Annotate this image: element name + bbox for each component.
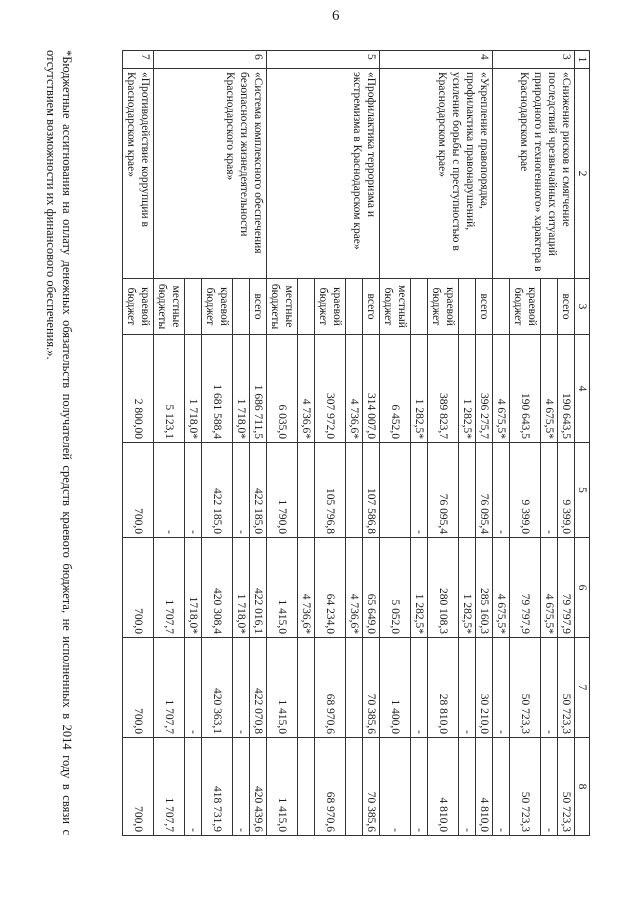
column-header: 7 [574, 638, 589, 738]
amount-2016: 700,0 [122, 638, 153, 738]
amount-2016: - [184, 638, 201, 738]
amount-2014: - [410, 443, 427, 538]
amount-2017: - [410, 738, 427, 836]
amount-2015: 422 016,1 [249, 538, 266, 638]
table-row [475, 51, 492, 836]
total-amount: 2 800,00 [122, 335, 153, 443]
amount-2014: 9 399,0 [557, 443, 574, 538]
amount-2016: - [492, 638, 509, 738]
total-amount: 1 282,5* [410, 335, 427, 443]
amount-2015: 4 736,6* [297, 538, 314, 638]
column-header: 8 [574, 738, 589, 836]
amount-2017: 4 810,0 [427, 738, 458, 836]
amount-2016: 28 810,0 [427, 638, 458, 738]
amount-2015: 700,0 [122, 538, 153, 638]
amount-2015: 79 797,9 [509, 538, 540, 638]
amount-2014: 76 095,4 [475, 443, 492, 538]
total-amount: 6 035,0 [266, 335, 297, 443]
amount-2014: 422 185,0 [249, 443, 266, 538]
amount-2015: 280 108,3 [427, 538, 458, 638]
funding-source: всего [362, 279, 379, 335]
column-header: 4 [574, 335, 589, 443]
column-header: 3 [574, 279, 589, 335]
amount-2017: 4 810,0 [475, 738, 492, 836]
amount-2015: 1 707,7 [153, 538, 184, 638]
amount-2017 [345, 738, 362, 836]
funding-source: всего [475, 279, 492, 335]
amount-2017: 68 970,6 [314, 738, 345, 836]
amount-2015: 1718,0* [184, 538, 201, 638]
amount-2015: 1 415,0 [266, 538, 297, 638]
total-amount: 1 718,0* [184, 335, 201, 443]
amount-2015: 4 675,5* [492, 538, 509, 638]
program-number: 3 [492, 51, 574, 69]
amount-2016 [297, 638, 314, 738]
total-amount: 4 736,6* [345, 335, 362, 443]
amount-2015: 65 649,0 [362, 538, 379, 638]
funding-source: всего [249, 279, 266, 335]
column-header: 6 [574, 538, 589, 638]
total-amount: 1 718,0* [232, 335, 249, 443]
amount-2017: 1 415,0 [266, 738, 297, 836]
amount-2014: 9 399,0 [509, 443, 540, 538]
amount-2016: 70 385,6 [362, 638, 379, 738]
total-amount: 314 007,0 [362, 335, 379, 443]
funding-source [410, 279, 427, 335]
total-amount: 389 823,7 [427, 335, 458, 443]
funding-source: местный бюджет [379, 279, 410, 335]
funding-source: местные бюджеты [266, 279, 297, 335]
amount-2014: 76 095,4 [427, 443, 458, 538]
program-name: «Профилактика терроризма и экстремизма в Краснодарском крае» [266, 69, 379, 279]
amount-2017 [297, 738, 314, 836]
total-amount: 1 686 711,5 [249, 335, 266, 443]
amount-2017: - [184, 738, 201, 836]
program-number: 7 [122, 51, 153, 69]
amount-2014: 105 796,8 [314, 443, 345, 538]
amount-2014: 107 586,8 [362, 443, 379, 538]
amount-2017: 420 439,6 [249, 738, 266, 836]
table-body [122, 51, 574, 836]
amount-2017: - [540, 738, 557, 836]
budget-table [122, 50, 590, 836]
amount-2017: 700,0 [122, 738, 153, 836]
table-row [249, 51, 266, 836]
funding-source: краевой бюджет [427, 279, 458, 335]
amount-2017: - [492, 738, 509, 836]
funding-source [297, 279, 314, 335]
amount-2015: 4 736,6* [345, 538, 362, 638]
amount-2014: 422 185,0 [201, 443, 232, 538]
amount-2017: 50 723,3 [557, 738, 574, 836]
amount-2016: - [540, 638, 557, 738]
amount-2015: 5 052,0 [379, 538, 410, 638]
funding-source: краевой бюджет [314, 279, 345, 335]
amount-2016: 50 723,3 [557, 638, 574, 738]
landscape-block [43, 50, 590, 835]
program-number: 4 [379, 51, 492, 69]
total-amount: 190 643,5 [509, 335, 540, 443]
amount-2015: 1 282,5* [410, 538, 427, 638]
amount-2016: 1 707,7 [153, 638, 184, 738]
amount-2016: 1 415,0 [266, 638, 297, 738]
funding-source [492, 279, 509, 335]
table-row [122, 51, 153, 836]
total-amount: 5 123,1 [153, 335, 184, 443]
total-amount: 4 675,5* [540, 335, 557, 443]
amount-2017: - [458, 738, 475, 836]
funding-source [184, 279, 201, 335]
amount-2017: 70 385,6 [362, 738, 379, 836]
funding-source: краевой бюджет [122, 279, 153, 335]
amount-2016 [345, 638, 362, 738]
amount-2016: 422 070,8 [249, 638, 266, 738]
amount-2015: 285 160,3 [475, 538, 492, 638]
column-header: 1 [574, 51, 589, 69]
footnote: *Бюджетные ассигнования на оплату денежных обязательств получателей средств краевого бюджета, не исполненных в 2014 году в связи с отсутствием возможности их финансового обеспечения.». [43, 50, 74, 835]
amount-2014 [458, 443, 475, 538]
amount-2015: 420 308,4 [201, 538, 232, 638]
amount-2017: 50 723,3 [509, 738, 540, 836]
amount-2015: 79 797,9 [557, 538, 574, 638]
page-number: 6 [332, 8, 340, 24]
funding-source: местные бюджеты [153, 279, 184, 335]
column-header: 2 [574, 69, 589, 279]
total-amount: 6 452,0 [379, 335, 410, 443]
funding-source [345, 279, 362, 335]
amount-2016: - [410, 638, 427, 738]
total-amount: 4 736,6* [297, 335, 314, 443]
program-name: «Система комплексного обеспечения безопасности жизнедеятельности Краснодарского края» [153, 69, 266, 279]
amount-2016: 68 970,6 [314, 638, 345, 738]
program-number: 5 [266, 51, 379, 69]
table-row [557, 51, 574, 836]
amount-2015: 64 234,0 [314, 538, 345, 638]
amount-2014: - [184, 443, 201, 538]
amount-2017: - [379, 738, 410, 836]
amount-2017: 418 731,9 [201, 738, 232, 836]
program-name: «Противодействие коррупции в Краснодарском крае» [122, 69, 153, 279]
amount-2016: - [232, 638, 249, 738]
amount-2014: 1 790,0 [266, 443, 297, 538]
amount-2016: 50 723,3 [509, 638, 540, 738]
amount-2016: 30 210,0 [475, 638, 492, 738]
funding-source [458, 279, 475, 335]
total-amount: 307 972,0 [314, 335, 345, 443]
program-name: «Снижение рисков и смягчение последствий чрезвычайных ситуаций природного и техногенного» характера в Краснодарском крае [492, 69, 574, 279]
amount-2014: - [540, 443, 557, 538]
total-amount: 1 282,5* [458, 335, 475, 443]
program-number: 6 [153, 51, 266, 69]
amount-2016: 420 363,1 [201, 638, 232, 738]
amount-2014 [297, 443, 314, 538]
funding-source: всего [557, 279, 574, 335]
amount-2015: 1 718,0* [232, 538, 249, 638]
amount-2014: 700,0 [122, 443, 153, 538]
funding-source [232, 279, 249, 335]
total-amount: 396 275,7 [475, 335, 492, 443]
amount-2014: - [232, 443, 249, 538]
funding-source: краевой бюджет [509, 279, 540, 335]
total-amount: 4 675,5* [492, 335, 509, 443]
funding-source [540, 279, 557, 335]
amount-2015: 4 675,5* [540, 538, 557, 638]
column-number-row [574, 51, 589, 836]
total-amount: 190 643,5 [557, 335, 574, 443]
amount-2015: 1 282,5* [458, 538, 475, 638]
amount-2014: - [153, 443, 184, 538]
table-row [362, 51, 379, 836]
funding-source: краевой бюджет [201, 279, 232, 335]
amount-2014 [345, 443, 362, 538]
amount-2017: 1 707,7 [153, 738, 184, 836]
column-header: 5 [574, 443, 589, 538]
amount-2016: - [458, 638, 475, 738]
amount-2014: - [492, 443, 509, 538]
amount-2016: 1 400,0 [379, 638, 410, 738]
amount-2017: - [232, 738, 249, 836]
amount-2014 [379, 443, 410, 538]
total-amount: 1 681 588,4 [201, 335, 232, 443]
program-name: «Укрепление правопорядка, профилактика правонарушений, усиление борьбы с преступностью в Краснодарском крае» [379, 69, 492, 279]
